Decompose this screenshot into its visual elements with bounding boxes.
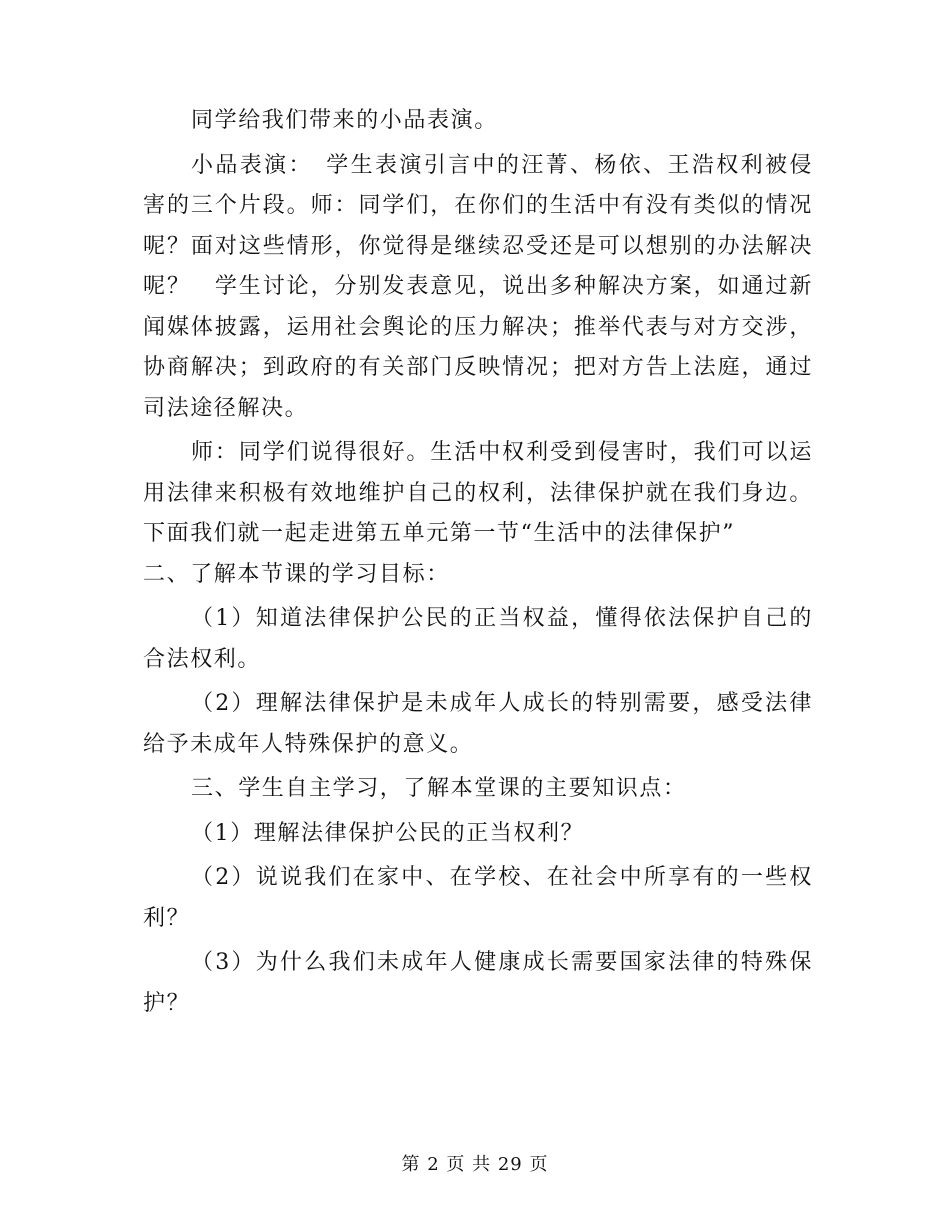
paragraph-3: 师：同学们说得很好。生活中权利受到侵害时，我们可以运用法律来积极有效地维护自己的权利，法律保护就在我们身边。下面我们就一起走进第五单元第一节“生活中的法律保护” — [143, 440, 813, 546]
paragraph-1: 同学给我们带来的小品表演。 — [191, 108, 498, 133]
document-body — [143, 101, 813, 1024]
objective-1: （1）知道法律保护公民的正当权益，懂得依法保护自己的合法权利。 — [143, 606, 813, 672]
objective-2: （2）理解法律保护是未成年人成长的特别需要，感受法律给予未成年人特殊保护的意义。 — [143, 691, 813, 757]
question-3: （3）为什么我们未成年人健康成长需要国家法律的特殊保护？ — [143, 950, 813, 1016]
section-heading-2: 二、了解本节课的学习目标： — [143, 561, 450, 587]
question-2: （2）说说我们在家中、在学校、在社会中所享有的一些权利？ — [143, 865, 813, 931]
question-1: （1）理解法律保护公民的正当权利？ — [191, 820, 585, 846]
page-number-footer: 第 2 页 共 29 页 — [401, 1154, 549, 1175]
paragraph-2: 小品表演： 学生表演引言中的汪菁、杨依、王浩权利被侵害的三个片段。师：同学们，在你们的生活中有没有类似的情况呢？面对这些情形，你觉得是继续忍受还是可以想别的办法解决呢？ 学生讨论，分别发表意见，说出多种解决方案，如通过新闻媒体披露，运用社会舆论的压力解决；推举代表与对方交涉，协商解决；到政府的有关部门反映情况；把对方告上法庭，通过司法途径解决。 — [143, 152, 813, 421]
section-heading-3: 三、学生自主学习，了解本堂课的主要知识点： — [191, 776, 687, 801]
